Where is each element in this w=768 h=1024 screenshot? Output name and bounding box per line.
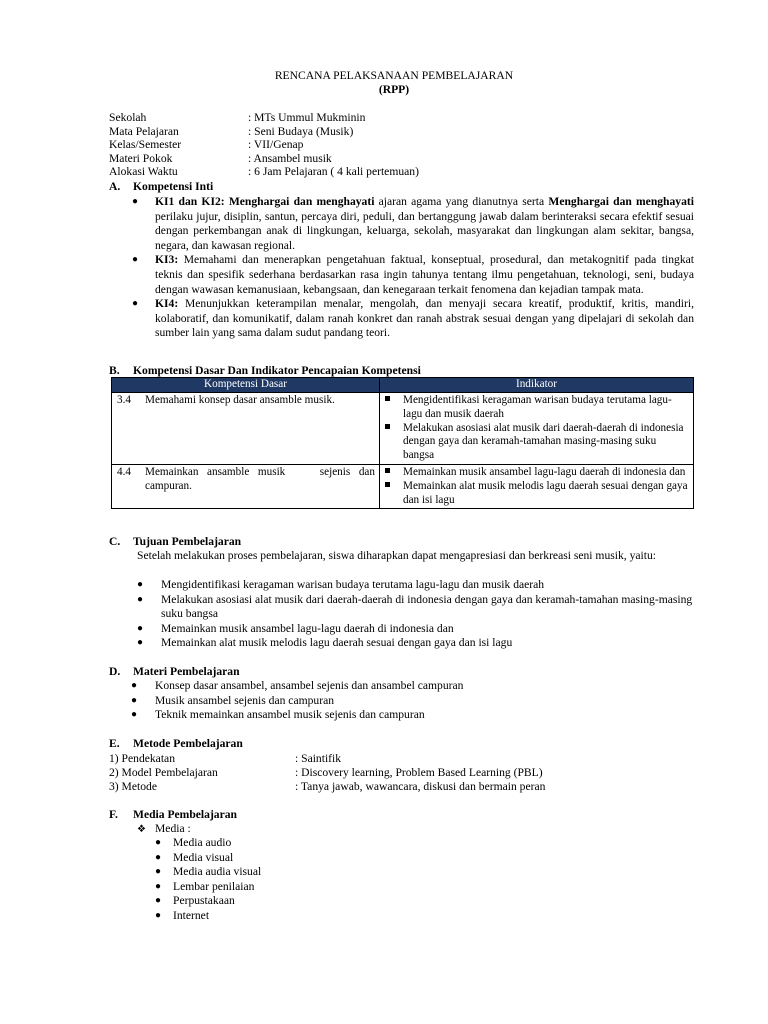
kd-text: Memainkan ansamble musik sejenis dan campuran. <box>145 465 378 492</box>
section-number: C. <box>109 535 121 548</box>
section-title: Tujuan Pembelajaran <box>133 535 242 548</box>
table-header: Indikator <box>380 378 694 393</box>
square-bullet-icon <box>385 468 390 473</box>
list-item-text: Teknik memainkan ansambel musik sejenis dan campuran <box>155 708 425 722</box>
bullet-icon: ● <box>155 837 162 848</box>
list-item-text: Memainkan alat musik melodis lagu daerah sesuai dengan gaya dan isi lagu <box>161 636 513 650</box>
ki-text: ajaran agama yang dianutnya serta <box>378 195 545 208</box>
list-item <box>109 780 545 794</box>
ki-item <box>132 195 694 253</box>
bullet-icon: ● <box>131 680 138 691</box>
section-a-heading <box>109 180 213 195</box>
section-title: Kompetensi Dasar Dan Indikator Pencapaian Kompetensi <box>133 364 421 377</box>
bullet-icon: ● <box>131 694 138 706</box>
section-title: Media Pembelajaran <box>133 808 237 821</box>
section-number: B. <box>109 364 120 377</box>
metode-key: 3) Metode <box>109 780 157 793</box>
identity-info <box>109 111 419 179</box>
ki-text: Menunjukkan keterampilan menalar, mengolah, dan menyaji secara kreatif, produktif, kritis, mandiri, kolaboratif, dan komunikatif, dalam ranah konkret dan ranah abstrak sesuai dengan yang dipelajari di sekolah dan sumber lain yang sama dalam sudut pandang teori. <box>155 297 694 340</box>
info-value: : VII/Genap <box>248 138 304 152</box>
list-item <box>137 622 697 637</box>
table-row <box>112 464 694 508</box>
table-header: Kompetensi Dasar <box>112 378 380 393</box>
table-cell-kd <box>112 464 380 508</box>
list-item <box>155 880 455 895</box>
section-number: D. <box>109 665 121 678</box>
materi-list <box>131 679 691 723</box>
bullet-icon: ● <box>155 851 162 863</box>
bullet-icon: ● <box>137 622 144 634</box>
list-item <box>155 865 455 880</box>
metode-value: : Discovery learning, Problem Based Learning (PBL) <box>295 766 543 779</box>
list-item-text: Melakukan asosiasi alat musik dari daerah-daerah di indonesia dengan gaya dan keramah-tamahan masing-masing suku bangsa <box>161 592 693 621</box>
list-item <box>155 909 455 924</box>
tujuan-intro: Setelah melakukan proses pembelajaran, siswa diharapkan dapat mengapresiasi dan berkreasi seni musik, yaitu: <box>137 549 656 562</box>
info-row <box>109 125 419 139</box>
bullet-icon: ● <box>132 196 139 207</box>
info-value: : 6 Jam Pelajaran ( 4 kali pertemuan) <box>248 165 419 179</box>
info-row <box>109 165 419 179</box>
kd-number: 4.4 <box>117 465 131 478</box>
bullet-icon: ● <box>132 298 139 310</box>
list-item <box>131 679 691 694</box>
section-title: Materi Pembelajaran <box>133 665 240 678</box>
bullet-icon: ● <box>155 880 162 892</box>
title-sub: (RPP) <box>378 83 410 96</box>
bullet-icon: ● <box>155 866 162 878</box>
media-list <box>155 836 455 924</box>
metode-value: : Saintifik <box>295 752 342 765</box>
bullet-icon: ● <box>155 909 162 921</box>
list-item <box>137 593 697 622</box>
metode-value: : Tanya jawab, wawancara, diskusi dan bermain peran <box>295 780 546 793</box>
section-number: A. <box>109 180 121 193</box>
section-title: Kompetensi Inti <box>133 180 214 193</box>
section-number: F. <box>109 808 118 821</box>
ki-label: KI3: <box>155 253 179 267</box>
ki-item <box>132 297 694 341</box>
indikator-text: Memainkan musik ansambel lagu-lagu daerah di indonesia dan <box>403 465 686 478</box>
bullet-icon: ● <box>155 895 162 907</box>
indikator-text: Mengidentifikasi keragaman warisan budaya terutama lagu-lagu dan musik daerah <box>403 394 672 420</box>
metode-key: 2) Model Pembelajaran <box>109 766 218 779</box>
list-item-text: Konsep dasar ansambel, ansambel sejenis dan ansambel campuran <box>155 679 464 692</box>
list-item-text: Internet <box>173 908 210 922</box>
list-item-text: Media audio <box>173 836 232 849</box>
media-label: Media : <box>155 822 191 835</box>
list-item <box>155 836 455 851</box>
section-c-heading <box>109 535 241 550</box>
list-item-text: Mengidentifikasi keragaman warisan budaya terutama lagu-lagu dan musik daerah <box>161 578 545 591</box>
list-item-text: Musik ansambel sejenis dan campuran <box>155 693 335 707</box>
bullet-icon: ● <box>137 593 144 605</box>
list-item <box>385 394 689 422</box>
title-main: RENCANA PELAKSANAAN PEMBELAJARAN <box>274 69 514 82</box>
list-item <box>137 578 697 593</box>
indikator-text: Melakukan asosiasi alat musik dari daerah-daerah di indonesia dengan gaya dan keramah-tamahan masing-masing suku bangsa <box>403 421 684 462</box>
table-cell-indikator <box>380 393 694 465</box>
section-e-heading <box>109 737 243 752</box>
document-title <box>0 69 768 97</box>
ki-emphasis: Menghargai dan menghayati <box>228 195 375 208</box>
diamond-bullet-icon: ❖ <box>137 824 146 835</box>
list-item <box>109 752 545 766</box>
list-item <box>109 766 545 780</box>
square-bullet-icon <box>385 424 390 429</box>
info-row <box>109 138 419 152</box>
list-item <box>131 694 691 709</box>
list-item <box>385 466 689 480</box>
list-item <box>155 851 455 866</box>
info-value: : Seni Budaya (Musik) <box>248 124 354 138</box>
square-bullet-icon <box>385 396 390 401</box>
kd-text: Memahami konsep dasar ansamble musik. <box>145 394 335 406</box>
metode-key: 1) Pendekatan <box>109 752 175 765</box>
ki-label: KI1 dan KI2: <box>155 195 225 208</box>
section-number: E. <box>109 737 120 750</box>
info-key: Mata Pelajaran <box>109 124 179 138</box>
tujuan-list <box>137 578 697 651</box>
ki-emphasis: Menghargai dan menghayati <box>548 195 694 208</box>
table-header-row <box>112 378 694 393</box>
bullet-icon: ● <box>132 254 139 266</box>
info-key: Materi Pokok <box>109 151 173 165</box>
table-cell-indikator <box>380 464 694 508</box>
kd-indikator-table <box>111 377 694 509</box>
ki-item <box>132 253 695 297</box>
info-row <box>109 152 419 166</box>
info-key: Sekolah <box>109 111 147 124</box>
bullet-icon: ● <box>131 709 138 721</box>
list-item-text: Perpustakaan <box>173 894 235 908</box>
ki-text: Memahami dan menerapkan pengetahuan faktual, konseptual, prosedural, dan metakognitif pada tingkat teknis dan spesifik sederhana berdasarkan rasa ingin tahunya tentang ilmu pengetahuan, teknologi, seni, budaya dengan wawasan kemanusiaan, kebangsaan, dan kenegaraan terkait fenomena dan kejadian tampak mata. <box>155 253 695 296</box>
section-title: Metode Pembelajaran <box>133 737 243 750</box>
list-item-text: Lembar penilaian <box>173 879 255 893</box>
list-item-text: Media audia visual <box>173 865 262 879</box>
indikator-text: Memainkan alat musik melodis lagu daerah sesuai dengan gaya dan isi lagu <box>403 479 688 506</box>
list-item-text: Media visual <box>173 850 234 864</box>
kd-number: 3.4 <box>117 394 131 406</box>
info-row <box>109 111 419 125</box>
section-d-heading <box>109 665 240 680</box>
table-row <box>112 393 694 465</box>
kompetensi-inti-list <box>132 195 695 341</box>
info-key: Alokasi Waktu <box>109 165 178 179</box>
ki-text: perilaku jujur, disiplin, santun, percaya diri, peduli, dan bertanggung jawab dalam berinteraksi secara efektif sesuai dengan perkembangan anak di lingkungan, keluarga, sekolah, masyarakat dan lingkungan alam sekitar, bangsa, negara, dan kawasan regional. <box>155 209 694 252</box>
square-bullet-icon <box>385 482 390 487</box>
list-item <box>137 636 697 651</box>
metode-list <box>109 752 545 794</box>
list-item <box>385 480 689 508</box>
section-f-heading <box>109 808 237 823</box>
list-item <box>131 708 691 723</box>
bullet-icon: ● <box>137 579 144 590</box>
info-value: : Ansambel musik <box>248 151 332 165</box>
bullet-icon: ● <box>137 637 144 649</box>
ki-label: KI4: <box>155 297 179 311</box>
info-key: Kelas/Semester <box>109 138 182 152</box>
info-value: : MTs Ummul Mukminin <box>248 111 366 124</box>
list-item <box>155 894 455 909</box>
list-item <box>385 422 689 463</box>
table-cell-kd <box>112 393 380 465</box>
list-item-text: Memainkan musik ansambel lagu-lagu daerah di indonesia dan <box>161 621 454 635</box>
